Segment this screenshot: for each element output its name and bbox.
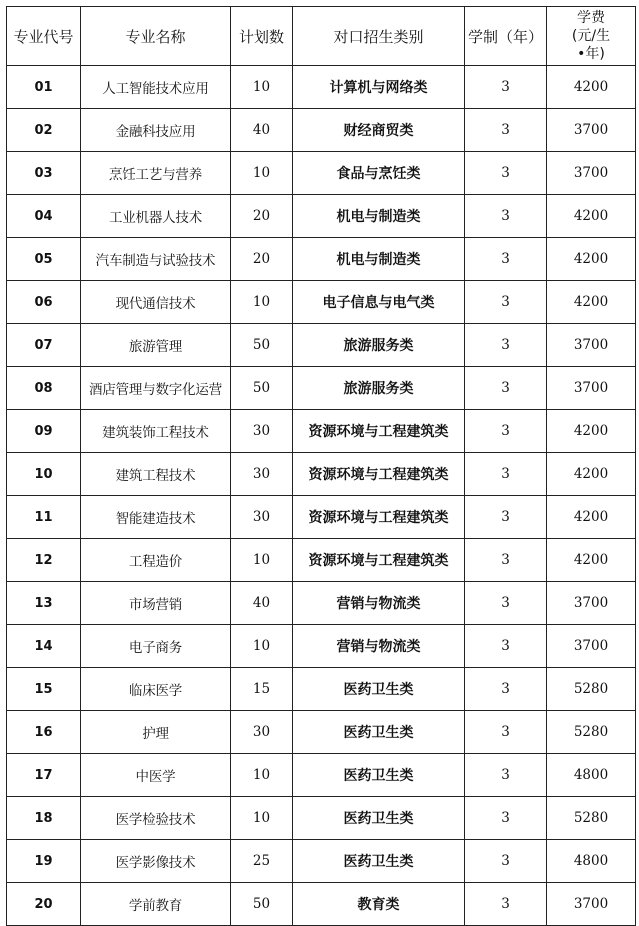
cell-major-name: 汽车制造与试验技术 xyxy=(81,238,231,281)
table-row xyxy=(7,840,636,883)
cell-category: 医药卫生类 xyxy=(293,711,465,754)
cell-code: 06 xyxy=(7,281,81,324)
header-row xyxy=(7,7,636,66)
cell-code: 14 xyxy=(7,625,81,668)
header-fee xyxy=(547,7,636,66)
cell-category: 资源环境与工程建筑类 xyxy=(293,539,465,582)
cell-code: 19 xyxy=(7,840,81,883)
cell-years: 3 xyxy=(465,754,547,797)
cell-major-name: 智能建造技术 xyxy=(81,496,231,539)
cell-years: 3 xyxy=(465,281,547,324)
cell-category: 旅游服务类 xyxy=(293,324,465,367)
cell-code: 16 xyxy=(7,711,81,754)
cell-fee: 3700 xyxy=(547,582,636,625)
table-row xyxy=(7,324,636,367)
cell-code: 03 xyxy=(7,152,81,195)
cell-major-name: 金融科技应用 xyxy=(81,109,231,152)
cell-major-name: 电子商务 xyxy=(81,625,231,668)
cell-category: 电子信息与电气类 xyxy=(293,281,465,324)
cell-plan: 50 xyxy=(231,324,293,367)
table-body xyxy=(7,66,636,926)
cell-code: 07 xyxy=(7,324,81,367)
cell-fee: 4800 xyxy=(547,754,636,797)
table-row xyxy=(7,195,636,238)
cell-fee: 3700 xyxy=(547,625,636,668)
table-row xyxy=(7,883,636,926)
cell-plan: 25 xyxy=(231,840,293,883)
header-name: 专业名称 xyxy=(81,7,231,66)
table-row xyxy=(7,152,636,195)
cell-years: 3 xyxy=(465,453,547,496)
cell-fee: 4200 xyxy=(547,410,636,453)
cell-years: 3 xyxy=(465,668,547,711)
cell-major-name: 现代通信技术 xyxy=(81,281,231,324)
cell-category: 旅游服务类 xyxy=(293,367,465,410)
cell-category: 医药卫生类 xyxy=(293,754,465,797)
cell-plan: 20 xyxy=(231,238,293,281)
cell-fee: 3700 xyxy=(547,109,636,152)
cell-category: 资源环境与工程建筑类 xyxy=(293,496,465,539)
header-plan: 计划数 xyxy=(231,7,293,66)
header-years: 学制（年） xyxy=(465,7,547,66)
cell-plan: 50 xyxy=(231,367,293,410)
cell-years: 3 xyxy=(465,152,547,195)
cell-years: 3 xyxy=(465,539,547,582)
cell-years: 3 xyxy=(465,324,547,367)
cell-plan: 10 xyxy=(231,66,293,109)
table-row xyxy=(7,238,636,281)
cell-fee: 5280 xyxy=(547,711,636,754)
cell-major-name: 医学检验技术 xyxy=(81,797,231,840)
cell-category: 食品与烹饪类 xyxy=(293,152,465,195)
cell-major-name: 建筑工程技术 xyxy=(81,453,231,496)
header-fee-line1: 学费 xyxy=(577,10,605,26)
cell-major-name: 工程造价 xyxy=(81,539,231,582)
cell-fee: 4200 xyxy=(547,496,636,539)
cell-years: 3 xyxy=(465,410,547,453)
header-fee-line3: •年) xyxy=(577,46,605,62)
cell-plan: 30 xyxy=(231,453,293,496)
header-fee-line2: (元/生 xyxy=(571,28,611,44)
cell-fee: 5280 xyxy=(547,797,636,840)
cell-plan: 10 xyxy=(231,625,293,668)
cell-category: 营销与物流类 xyxy=(293,625,465,668)
cell-plan: 10 xyxy=(231,281,293,324)
cell-years: 3 xyxy=(465,711,547,754)
cell-plan: 50 xyxy=(231,883,293,926)
cell-fee: 4200 xyxy=(547,66,636,109)
cell-fee: 3700 xyxy=(547,152,636,195)
cell-plan: 30 xyxy=(231,496,293,539)
cell-years: 3 xyxy=(465,883,547,926)
cell-plan: 10 xyxy=(231,797,293,840)
table-row xyxy=(7,539,636,582)
cell-plan: 40 xyxy=(231,109,293,152)
cell-category: 营销与物流类 xyxy=(293,582,465,625)
cell-plan: 10 xyxy=(231,754,293,797)
cell-major-name: 烹饪工艺与营养 xyxy=(81,152,231,195)
cell-code: 05 xyxy=(7,238,81,281)
cell-major-name: 医学影像技术 xyxy=(81,840,231,883)
cell-fee: 5280 xyxy=(547,668,636,711)
cell-code: 11 xyxy=(7,496,81,539)
cell-fee: 4200 xyxy=(547,281,636,324)
cell-major-name: 临床医学 xyxy=(81,668,231,711)
cell-years: 3 xyxy=(465,797,547,840)
header-code: 专业代号 xyxy=(7,7,81,66)
cell-plan: 10 xyxy=(231,539,293,582)
cell-code: 18 xyxy=(7,797,81,840)
cell-fee: 3700 xyxy=(547,883,636,926)
table-row xyxy=(7,66,636,109)
cell-category: 医药卫生类 xyxy=(293,840,465,883)
table-row xyxy=(7,625,636,668)
cell-plan: 15 xyxy=(231,668,293,711)
table-row xyxy=(7,109,636,152)
table-row xyxy=(7,711,636,754)
cell-years: 3 xyxy=(465,582,547,625)
cell-category: 财经商贸类 xyxy=(293,109,465,152)
cell-plan: 10 xyxy=(231,152,293,195)
cell-code: 20 xyxy=(7,883,81,926)
cell-fee: 3700 xyxy=(547,324,636,367)
cell-years: 3 xyxy=(465,195,547,238)
header-category: 对口招生类别 xyxy=(293,7,465,66)
cell-code: 09 xyxy=(7,410,81,453)
table-row xyxy=(7,797,636,840)
cell-major-name: 人工智能技术应用 xyxy=(81,66,231,109)
cell-major-name: 学前教育 xyxy=(81,883,231,926)
cell-major-name: 工业机器人技术 xyxy=(81,195,231,238)
cell-code: 12 xyxy=(7,539,81,582)
cell-code: 13 xyxy=(7,582,81,625)
table-row xyxy=(7,367,636,410)
cell-category: 机电与制造类 xyxy=(293,195,465,238)
cell-major-name: 中医学 xyxy=(81,754,231,797)
cell-plan: 20 xyxy=(231,195,293,238)
table-row xyxy=(7,496,636,539)
cell-years: 3 xyxy=(465,109,547,152)
cell-fee: 4200 xyxy=(547,539,636,582)
table-row xyxy=(7,410,636,453)
cell-fee: 4200 xyxy=(547,238,636,281)
cell-fee: 3700 xyxy=(547,367,636,410)
cell-code: 02 xyxy=(7,109,81,152)
cell-code: 10 xyxy=(7,453,81,496)
cell-major-name: 护理 xyxy=(81,711,231,754)
cell-major-name: 市场营销 xyxy=(81,582,231,625)
table-row xyxy=(7,582,636,625)
cell-years: 3 xyxy=(465,238,547,281)
cell-category: 资源环境与工程建筑类 xyxy=(293,410,465,453)
cell-category: 机电与制造类 xyxy=(293,238,465,281)
cell-code: 01 xyxy=(7,66,81,109)
cell-years: 3 xyxy=(465,66,547,109)
cell-category: 计算机与网络类 xyxy=(293,66,465,109)
cell-category: 资源环境与工程建筑类 xyxy=(293,453,465,496)
cell-major-name: 旅游管理 xyxy=(81,324,231,367)
cell-code: 04 xyxy=(7,195,81,238)
cell-fee: 4200 xyxy=(547,195,636,238)
table-row xyxy=(7,754,636,797)
cell-code: 08 xyxy=(7,367,81,410)
table-row xyxy=(7,281,636,324)
cell-years: 3 xyxy=(465,367,547,410)
enrollment-plan-table xyxy=(6,6,636,926)
cell-major-name: 酒店管理与数字化运营 xyxy=(81,367,231,410)
table-header xyxy=(7,7,636,66)
cell-category: 医药卫生类 xyxy=(293,797,465,840)
cell-major-name: 建筑装饰工程技术 xyxy=(81,410,231,453)
cell-years: 3 xyxy=(465,840,547,883)
table-row xyxy=(7,453,636,496)
cell-plan: 30 xyxy=(231,711,293,754)
cell-code: 17 xyxy=(7,754,81,797)
cell-years: 3 xyxy=(465,496,547,539)
cell-category: 教育类 xyxy=(293,883,465,926)
table-row xyxy=(7,668,636,711)
cell-category: 医药卫生类 xyxy=(293,668,465,711)
cell-plan: 40 xyxy=(231,582,293,625)
cell-plan: 30 xyxy=(231,410,293,453)
cell-code: 15 xyxy=(7,668,81,711)
cell-fee: 4800 xyxy=(547,840,636,883)
cell-years: 3 xyxy=(465,625,547,668)
cell-fee: 4200 xyxy=(547,453,636,496)
